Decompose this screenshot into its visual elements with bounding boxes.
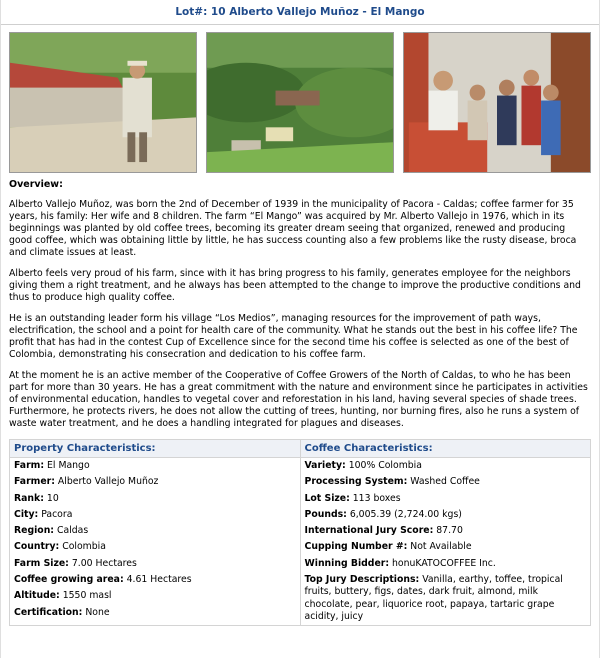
coffee-label: Variety: (304, 460, 346, 471)
property-heading: Property Characteristics: (10, 440, 300, 458)
coffee-label: Lot Size: (304, 492, 350, 504)
property-value: El Mango (44, 460, 90, 471)
property-row (10, 507, 300, 523)
coffee-value: honuKATOCOFFEE Inc. (389, 557, 496, 569)
coffee-value: 6,005.39 (2,724.00 kgs) (346, 508, 462, 520)
property-row (10, 491, 300, 507)
overview-paragraph: Alberto Vallejo Muñoz, was born the 2nd of December of 1939 in the municipality of Pacora - Caldas; coffee farmer for 35 years, his family: Her wife and 8 children. The farm “El Mango” was acquired by Mr. Alberto Vallejo in 1976, which in its beginnings was planted by old coffee trees, becoming its greater dream seeing that organized, renewed and producing good coffee, which was obtaining little by little, he has success counting also a few problems like the rusty disease, broca and climate issues at least. (9, 199, 577, 258)
coffee-value: 87.70 (433, 525, 463, 537)
coffee-value: Not Available (407, 541, 472, 553)
property-row (10, 458, 300, 474)
farm-landscape-photo (206, 32, 394, 173)
coffee-label: Cupping Number #: (304, 541, 408, 553)
property-label: Farm Size: (14, 557, 69, 569)
coffee-label: International Jury Score: (304, 525, 434, 537)
property-label: City: (14, 508, 39, 520)
property-row (10, 556, 300, 572)
overview-section (1, 173, 599, 430)
coffee-label: Processing System: (304, 476, 408, 488)
farmer-photo (9, 32, 197, 173)
characteristics-table (9, 439, 591, 626)
coffee-value: Vanilla, earthy, toffee, tropical fruits, buttery, figs, dates, dark fruit, almond, milk chocolate, pear, liquorice root, papaya, tartaric grape acidity, juicy (304, 574, 563, 622)
property-row (10, 572, 300, 588)
property-value: Colombia (59, 541, 106, 553)
photo-strip (1, 25, 599, 173)
property-value: 10 (43, 492, 59, 504)
coffee-row (301, 523, 591, 539)
coffee-heading: Coffee Characteristics: (301, 440, 591, 458)
family-photo (403, 32, 591, 173)
property-value: 4.61 Hectares (123, 574, 192, 586)
property-row (10, 605, 300, 621)
overview-paragraph: At the moment he is an active member of the Cooperative of Coffee Growers of the North of Caldas, to who he has been part for more than 30 years. He has a great commitment with the nature and environment since he participates in activities of environmental education, handles to vegetal cover and reforestation in his land, having several species of shade trees. Furthermore, he protects rivers, he does not allow the cutting of trees, hunting, nor burning fires, also he runs a system of waste water treatment, and he does a handling integrated for plagues and diseases. (9, 370, 588, 429)
property-label: Altitude: (14, 590, 60, 602)
property-row (10, 474, 300, 490)
coffee-label: Top Jury Descriptions: (304, 574, 420, 586)
property-row (10, 523, 300, 539)
property-value: Alberto Vallejo Muñoz (54, 476, 159, 488)
property-label: Certification: (14, 606, 83, 618)
coffee-row (301, 539, 591, 555)
coffee-row (301, 507, 591, 523)
coffee-row (301, 572, 591, 625)
overview-heading: Overview: (9, 179, 63, 190)
property-value: None (82, 606, 110, 618)
coffee-row (301, 556, 591, 572)
property-value: 7.00 Hectares (68, 557, 137, 569)
coffee-label: Winning Bidder: (304, 557, 390, 569)
property-value: Pacora (38, 508, 73, 520)
lot-title: Lot#: 10 Alberto Vallejo Muñoz - El Mango (1, 0, 599, 25)
coffee-value: 100% Colombia (345, 460, 422, 471)
property-value: 1550 masl (59, 590, 112, 602)
property-row (10, 588, 300, 604)
property-characteristics (10, 440, 300, 625)
property-row (10, 539, 300, 555)
property-label: Region: (14, 525, 55, 537)
property-label: Farmer: (14, 476, 55, 488)
coffee-value: Washed Coffee (407, 476, 480, 488)
coffee-characteristics (300, 440, 591, 625)
coffee-value: 113 boxes (349, 492, 401, 504)
property-label: Rank: (14, 492, 44, 504)
coffee-row (301, 474, 591, 490)
property-label: Country: (14, 541, 60, 553)
coffee-row (301, 491, 591, 507)
overview-paragraph: He is an outstanding leader form his village “Los Medios”, managing resources for the improvement of path ways, electrification, the school and a point for health care of the community. What he stands out the best in his coffee life? The profit that has had in the contest Cup of Excellence since for the second time his coffee is selected as one of the best of Colombia, demonstrating his consecration and dedication to his coffee farm. (9, 313, 578, 360)
property-label: Coffee growing area: (14, 574, 124, 586)
coffee-row (301, 458, 591, 474)
property-label: Farm: (14, 460, 45, 471)
property-value: Caldas (54, 525, 89, 537)
coffee-label: Pounds: (304, 508, 347, 520)
overview-paragraph: Alberto feels very proud of his farm, since with it has bring progress to his family, generates employee for the neighbors giving them a right treatment, and he always has been attempted to the change to improve the productive conditions and thus to produce high quality coffee. (9, 268, 581, 303)
